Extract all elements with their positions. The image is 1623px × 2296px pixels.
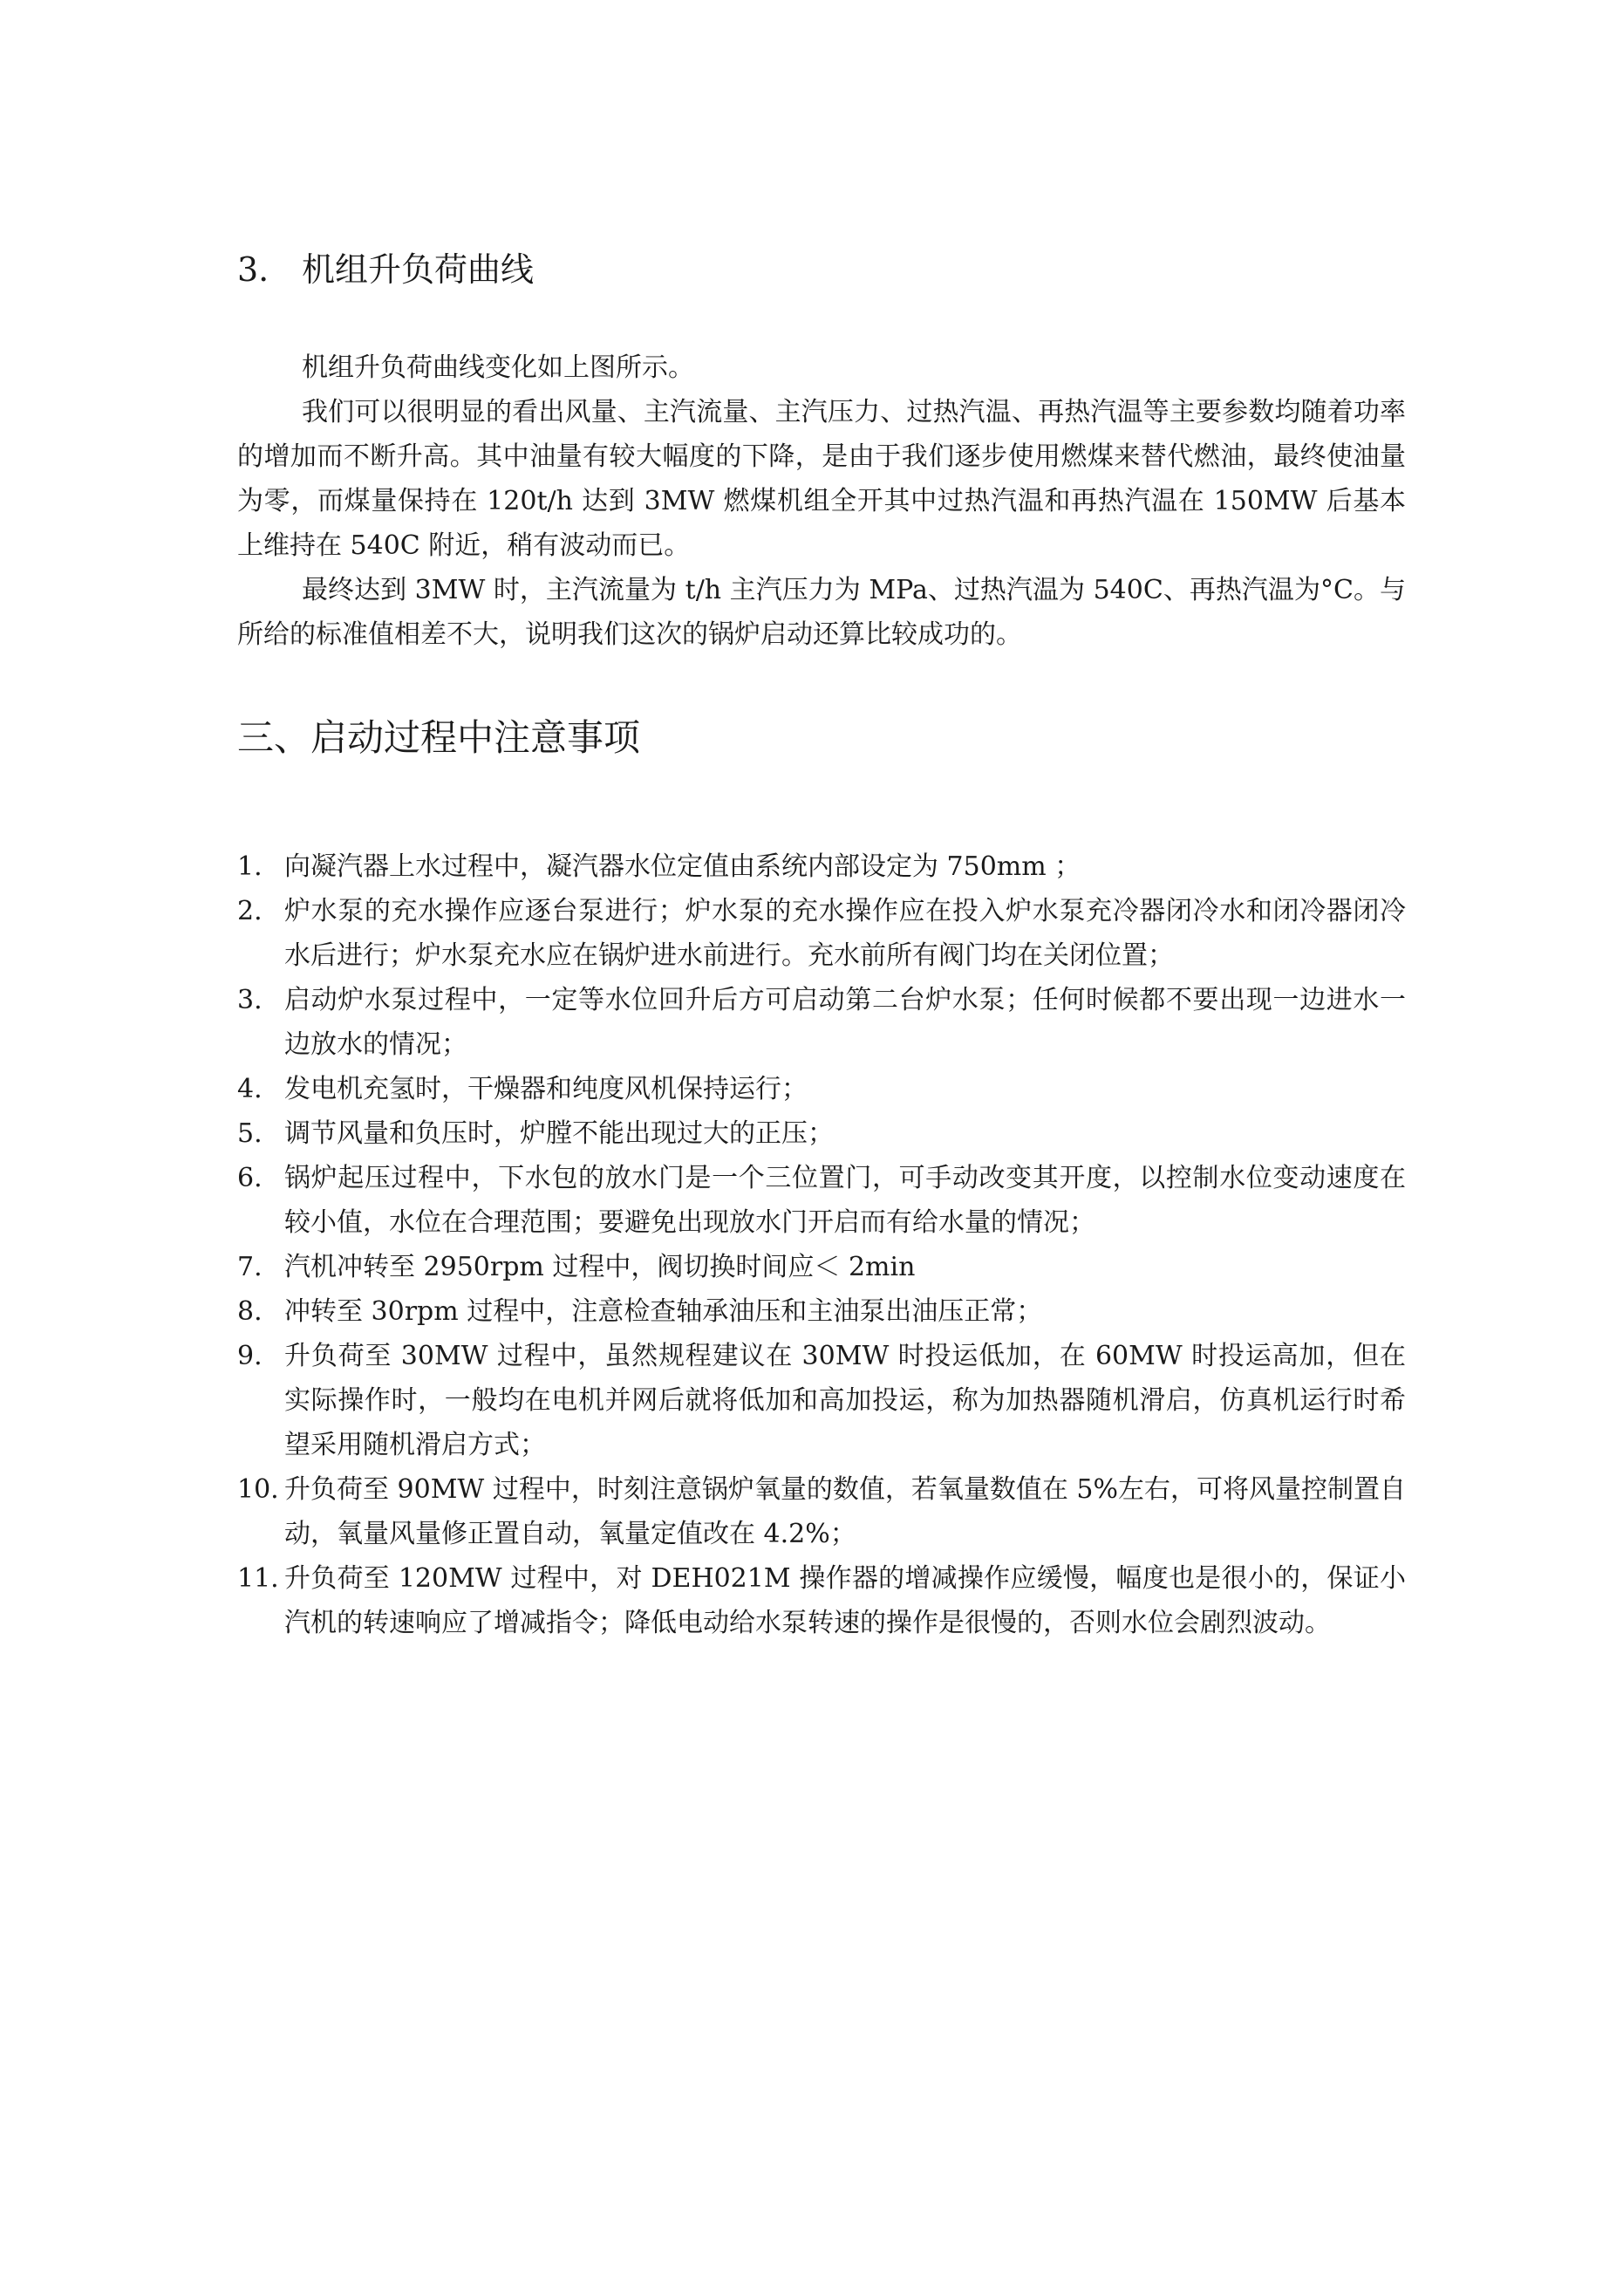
- list-item-number: 11.: [237, 1563, 279, 1594]
- list-item: [237, 1334, 1406, 1467]
- list-item: [237, 1245, 1406, 1289]
- list-item-text: 启动炉水泵过程中，一定等水位回升后方可启动第二台炉水泵；任何时候都不要出现一边进水一边放水的情况；: [284, 985, 1406, 1060]
- list-item-number: 8.: [237, 1296, 263, 1327]
- list-item-number: 2.: [237, 896, 263, 926]
- paragraph: 机组升负荷曲线变化如上图所示。: [302, 352, 694, 383]
- list-item: [237, 978, 1406, 1067]
- list-item-text: 锅炉起压过程中，下水包的放水门是一个三位置门，可手动改变其开度，以控制水位变动速度在较小值，水位在合理范围；要避免出现放水门开启而有给水量的情况；: [284, 1163, 1406, 1238]
- body-text: [237, 345, 1406, 657]
- paragraph: 最终达到 3MW 时，主汽流量为 t/h 主汽压力为 MPa、过热汽温为 540C、再热汽温为°C。与所给的标准值相差不大，说明我们这次的锅炉启动还算比较成功的。: [237, 575, 1406, 650]
- list-item: [237, 1467, 1406, 1556]
- notes-list: [237, 844, 1406, 1645]
- subsection-title: 机组升负荷曲线: [302, 250, 535, 289]
- list-item: [237, 889, 1406, 978]
- list-item-number: 3.: [237, 985, 263, 1015]
- list-item-number: 5.: [237, 1118, 263, 1149]
- paragraph: 我们可以很明显的看出风量、主汽流量、主汽压力、过热汽温、再热汽温等主要参数均随着功率的增加而不断升高。其中油量有较大幅度的下降，是由于我们逐步使用燃煤来替代燃油，最终使油量为零，而煤量保持在 120t/h 达到 3MW 燃煤机组全开其中过热汽温和再热汽温在 150MW 后基本上维持在 540C 附近，稍有波动而已。: [237, 397, 1406, 561]
- list-item-text: 炉水泵的充水操作应逐台泵进行；炉水泵的充水操作应在投入炉水泵充冷器闭冷水和闭冷器闭冷水后进行；炉水泵充水应在锅炉进水前进行。充水前所有阀门均在关闭位置；: [284, 896, 1406, 971]
- list-item-number: 10.: [237, 1474, 279, 1505]
- list-item-text: 冲转至 30rpm 过程中，注意检查轴承油压和主油泵出油压正常；: [284, 1296, 1043, 1327]
- list-item: [237, 1067, 1406, 1111]
- list-item-text: 发电机充氢时，干燥器和纯度风机保持运行；: [284, 1074, 808, 1104]
- subsection-heading: [237, 246, 534, 293]
- list-item: [237, 1156, 1406, 1245]
- list-item: [237, 1111, 1406, 1156]
- list-item: [237, 844, 1406, 889]
- list-item-text: 向凝汽器上水过程中，凝汽器水位定值由系统内部设定为 750mm ；: [284, 851, 1081, 882]
- list-item-number: 9.: [237, 1341, 263, 1371]
- list-item-text: 升负荷至 90MW 过程中，时刻注意锅炉氧量的数值，若氧量数值在 5%左右，可将风量控制置自动，氧量风量修正置自动，氧量定值改在 4.2%；: [284, 1474, 1406, 1549]
- section-heading: 三、启动过程中注意事项: [237, 716, 641, 759]
- list-item-text: 升负荷至 30MW 过程中，虽然规程建议在 30MW 时投运低加，在 60MW 时投运高加，但在实际操作时，一般均在电机并网后就将低加和高加投运，称为加热器随机滑启，仿真机运行时希望采用随机滑启方式；: [284, 1341, 1406, 1460]
- list-item-text: 调节风量和负压时，炉膛不能出现过大的正压；: [284, 1118, 834, 1149]
- list-item-text: 汽机冲转至 2950rpm 过程中，阀切换时间应＜ 2min: [284, 1252, 916, 1282]
- list-item-number: 6.: [237, 1163, 263, 1193]
- list-item: [237, 1556, 1406, 1645]
- subsection-number: 3.: [237, 250, 269, 289]
- list-item: [237, 1289, 1406, 1334]
- list-item-number: 7.: [237, 1252, 263, 1282]
- list-item-number: 1.: [237, 851, 263, 882]
- list-item-text: 升负荷至 120MW 过程中，对 DEH021M 操作器的增减操作应缓慢，幅度也是很小的，保证小汽机的转速响应了增减指令；降低电动给水泵转速的操作是很慢的，否则水位会剧烈波动。: [284, 1563, 1406, 1638]
- list-item-number: 4.: [237, 1074, 263, 1104]
